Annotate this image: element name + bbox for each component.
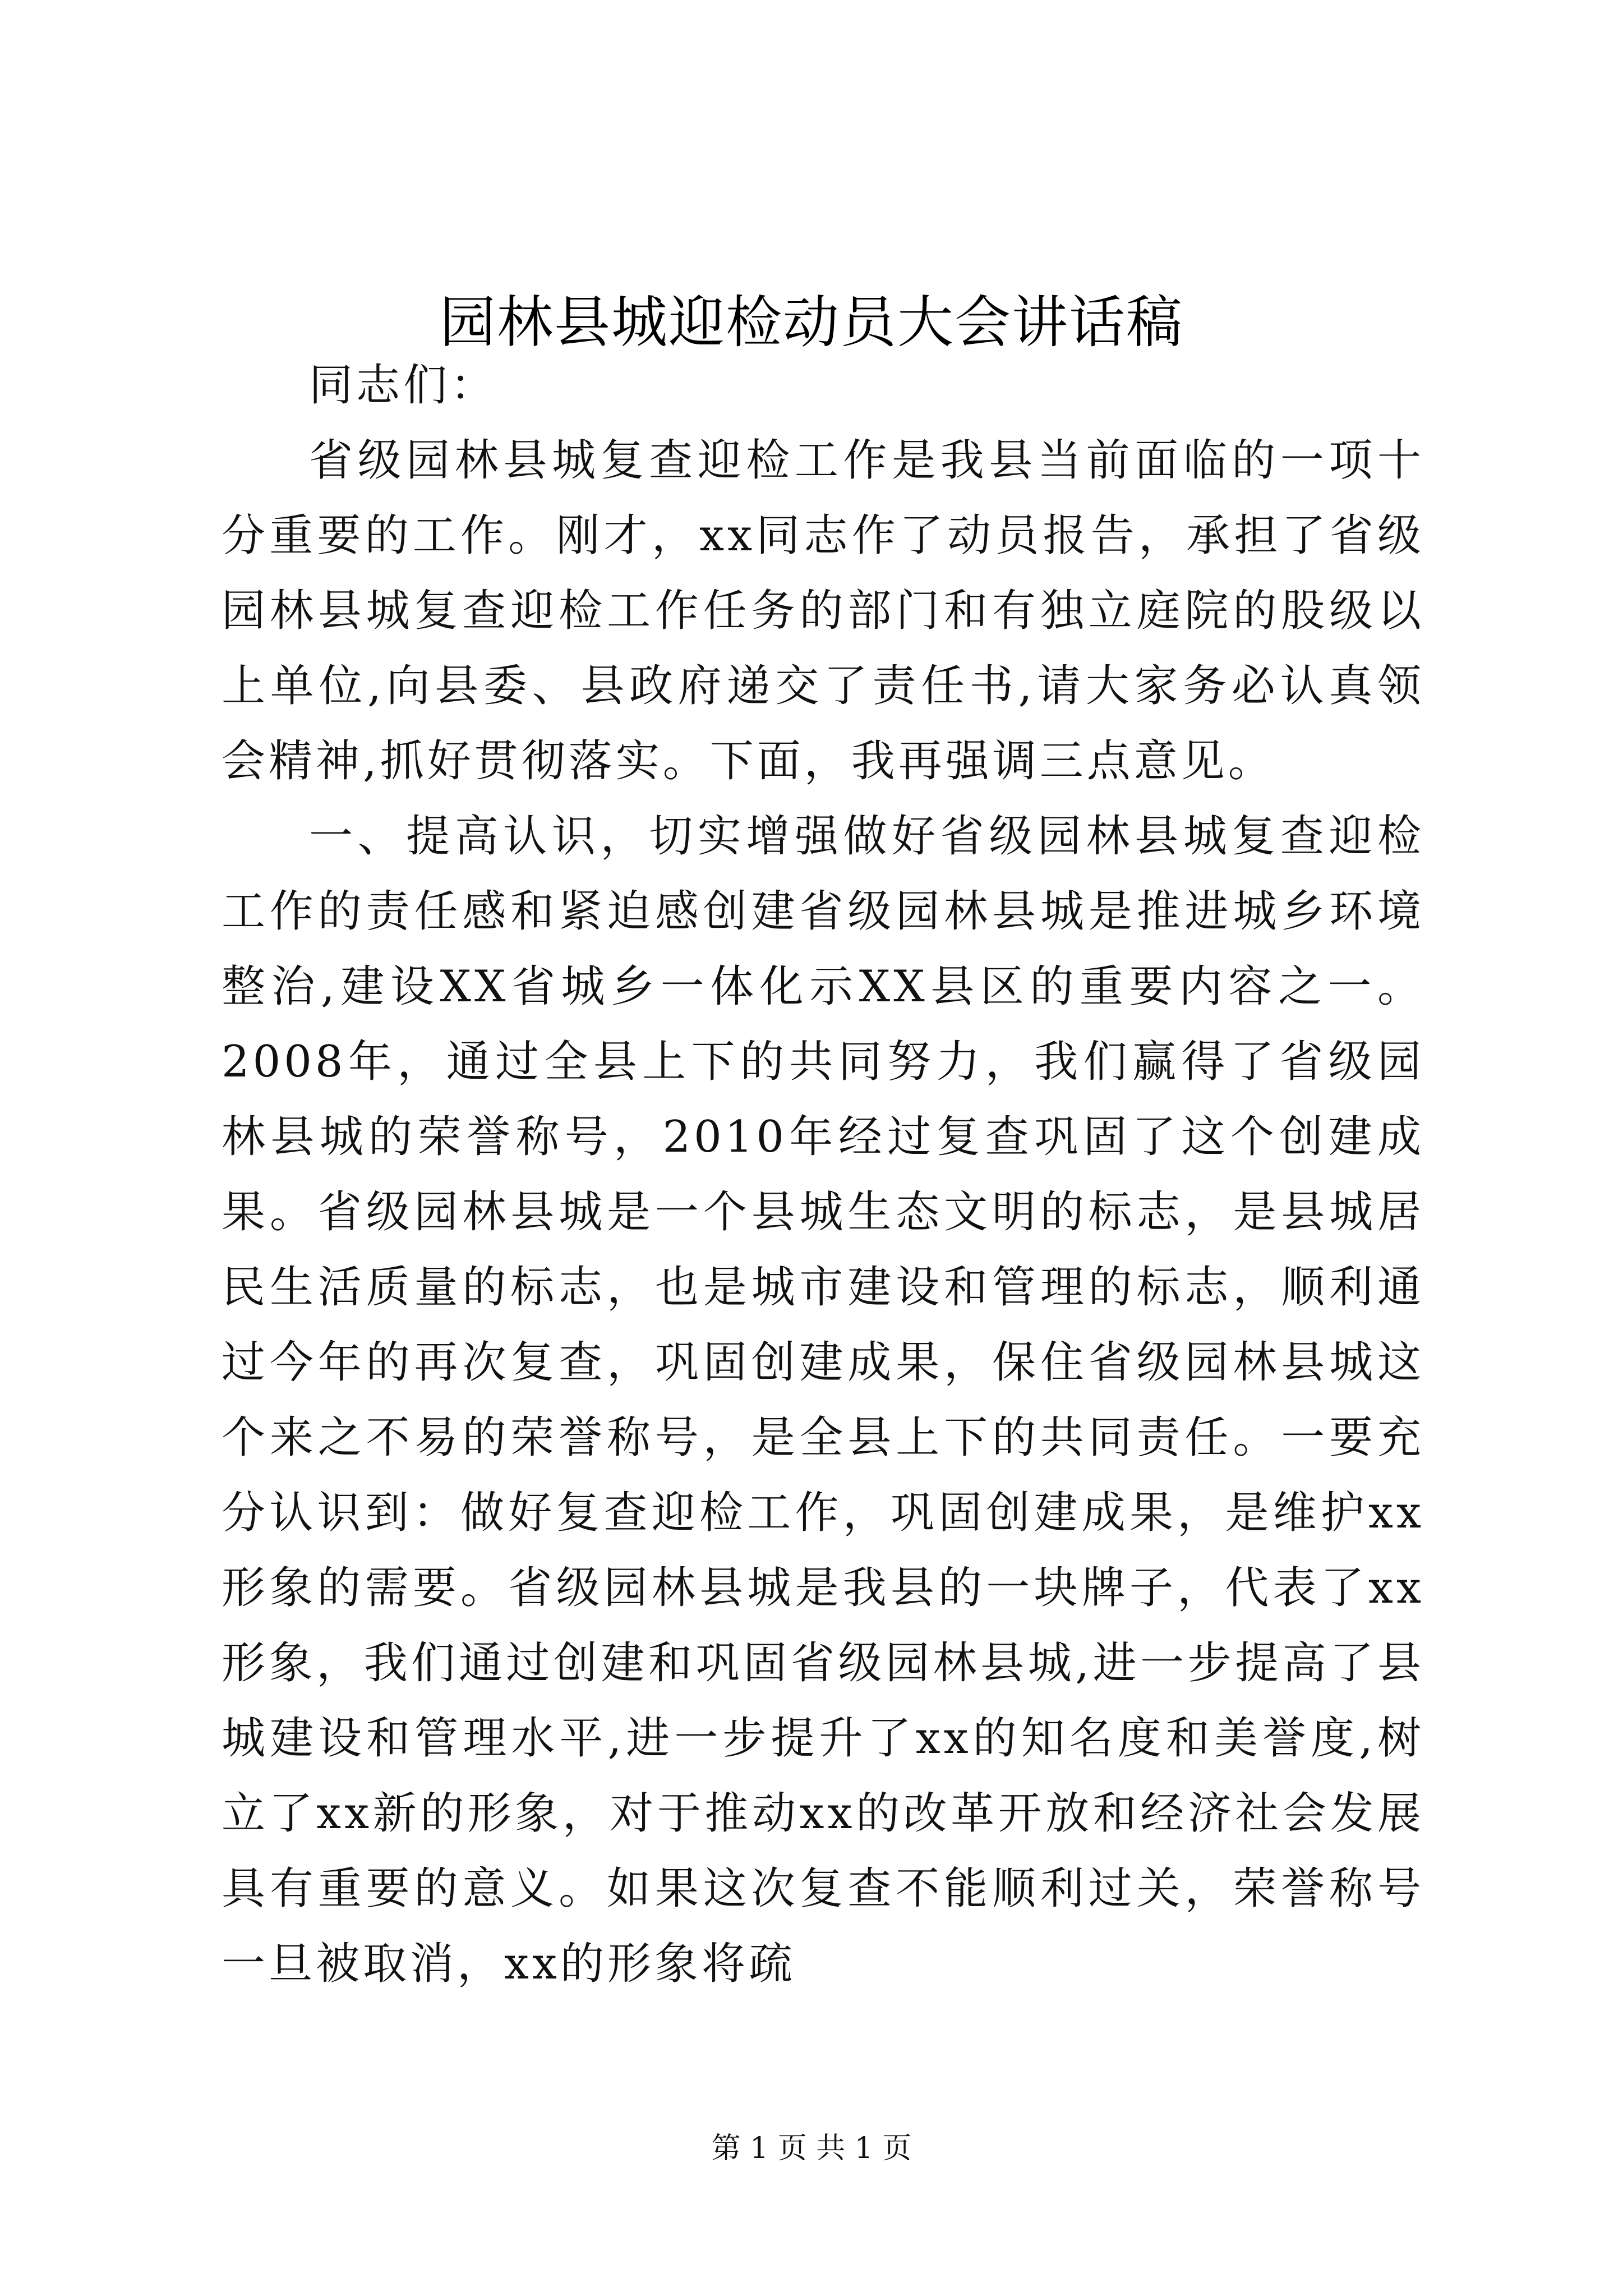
salutation: 同志们： — [309, 360, 498, 411]
paragraph-intro: 省级园林县城复查迎检工作是我县当前面临的一项十分重要的工作。刚才，xx同志作了动员报告，承担了省级园林县城复查迎检工作任务的部门和有独立庭院的股级以上单位,向县委、县政府递交了责任书,请大家务必认真领会精神,抓好贯彻落实。下面，我再强调三点意见。 — [222, 435, 1424, 786]
document-body — [222, 348, 1424, 2001]
page-number-footer: 第 1 页 共 1 页 — [711, 2132, 912, 2165]
paragraph-section-one: 一、提高认识，切实增强做好省级园林县城复查迎检工作的责任感和紧迫感创建省级园林县城是推进城乡环境整治,建设XX省城乡一体化示XX县区的重要内容之一。2008年，通过全县上下的共同努力，我们赢得了省级园林县城的荣誉称号，2010年经过复查巩固了这个创建成果。省级园林县城是一个县城生态文明的标志，是县城居民生活质量的标志，也是城市建设和管理的标志，顺利通过今年的再次复查，巩固创建成果，保住省级园林县城这个来之不易的荣誉称号，是全县上下的共同责任。一要充分认识到：做好复查迎检工作，巩固创建成果，是维护xx形象的需要。省级园林县城是我县的一块牌子，代表了xx形象，我们通过创建和巩固省级园林县城,进一步提高了县城建设和管理水平,进一步提升了xx的知名度和美誉度,树立了xx新的形象，对于推动xx的改革开放和经济社会发展具有重要的意义。如果这次复查不能顺利过关，荣誉称号一旦被取消，xx的形象将疏 — [222, 811, 1424, 1989]
document-title: 园林县城迎检动员大会讲话稿 — [440, 289, 1183, 355]
